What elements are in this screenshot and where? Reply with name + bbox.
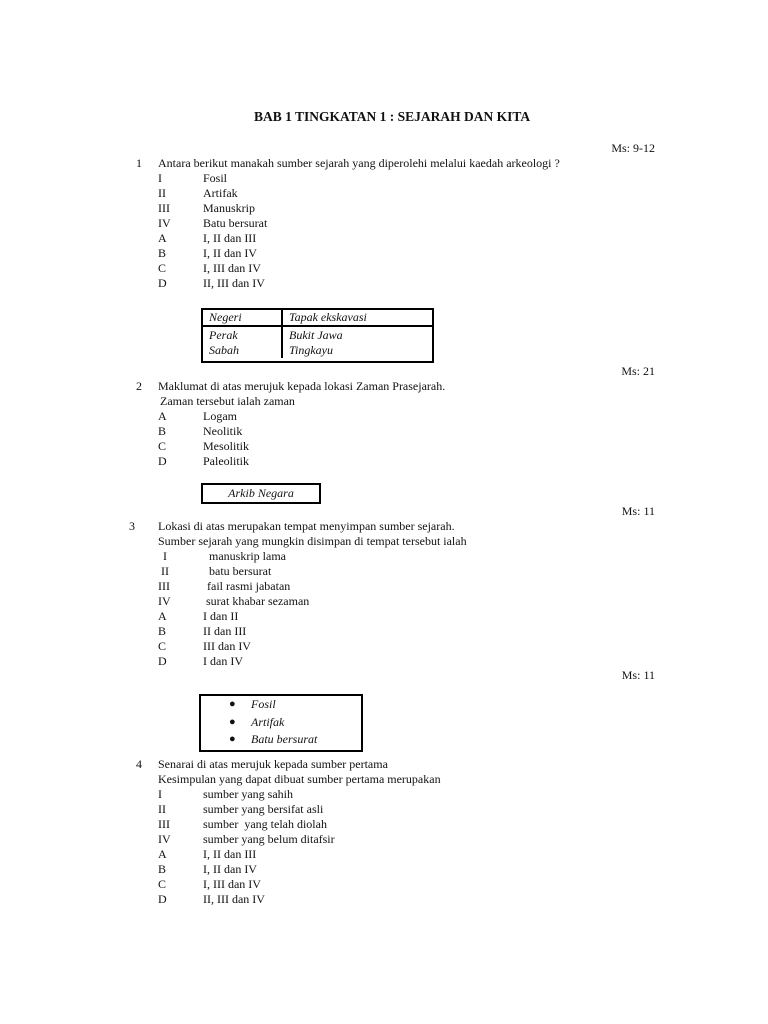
location-box: Arkib Negara (201, 483, 321, 504)
list-item-text: Artifak (251, 714, 285, 729)
option-text: I dan II (203, 609, 239, 623)
option-text: III dan IV (203, 639, 251, 653)
option-label: C (158, 877, 167, 891)
option-text: manuskrip lama (209, 549, 286, 563)
page-reference: Ms: 9-12 (611, 141, 655, 155)
question-number: 2 (136, 379, 142, 393)
option-text: surat khabar sezaman (206, 594, 310, 608)
option-text: I, II dan III (203, 231, 257, 245)
bullet-icon: ● (229, 733, 236, 745)
option-label: I (158, 787, 162, 801)
option-text: Batu bersurat (203, 216, 268, 230)
option-label: II (161, 564, 169, 578)
page-reference: Ms: 21 (621, 364, 655, 378)
option-label: A (158, 609, 167, 623)
option-text: Mesolitik (203, 439, 250, 453)
option-text: Neolitik (203, 424, 243, 438)
option-label: C (158, 261, 167, 275)
question-number: 1 (136, 156, 142, 170)
question-stem-line-2: Sumber sejarah yang mungkin disimpan di tempat tersebut ialah (158, 534, 467, 548)
option-label: D (158, 454, 167, 468)
excavation-site-table (201, 308, 434, 363)
option-text: sumber yang telah diolah (203, 817, 327, 831)
table-cell-site: Tingkayu (289, 343, 333, 357)
option-text: I, II dan IV (203, 862, 257, 876)
option-label: B (158, 246, 167, 260)
option-text: I dan IV (203, 654, 243, 668)
question-stem-line-2: Kesimpulan yang dapat dibuat sumber pertama merupakan (158, 772, 441, 786)
list-item-text: Fosil (251, 697, 276, 711)
table-cell (203, 326, 282, 358)
option-label: IV (158, 594, 171, 608)
table-cell-state: Perak (209, 328, 238, 342)
option-label: IV (158, 216, 171, 230)
table-header-cell: Tapak ekskavasi (282, 310, 432, 326)
option-label: A (158, 409, 167, 423)
option-label: B (158, 862, 167, 876)
option-text: Logam (203, 409, 237, 423)
table-cell (282, 326, 432, 358)
list-item (201, 696, 361, 714)
option-text: Fosil (203, 171, 228, 185)
option-text: sumber yang sahih (203, 787, 293, 801)
option-text: II, III dan IV (203, 892, 265, 906)
option-label: II (158, 802, 166, 816)
option-label: II (158, 186, 166, 200)
option-label: C (158, 439, 167, 453)
option-label: C (158, 639, 167, 653)
option-label: D (158, 892, 167, 906)
option-text: fail rasmi jabatan (207, 579, 291, 593)
page-reference: Ms: 11 (621, 504, 655, 518)
option-text: Manuskrip (203, 201, 255, 215)
option-label: A (158, 847, 167, 861)
question-stem: Maklumat di atas merujuk kepada lokasi Zaman Prasejarah. (158, 379, 446, 393)
option-text: I, II dan IV (203, 246, 257, 260)
question-number: 4 (136, 757, 142, 771)
list-item-text: Batu bersurat (251, 732, 318, 746)
table-cell-site: Bukit Jawa (289, 328, 343, 342)
list-item (201, 714, 361, 732)
option-label: D (158, 654, 167, 668)
option-label: I (163, 549, 167, 563)
option-text: Artifak (203, 186, 238, 200)
option-label: IV (158, 832, 171, 846)
option-label: B (158, 424, 167, 438)
bullet-icon: ● (229, 715, 236, 728)
option-label: III (158, 817, 170, 831)
option-text: Paleolitik (203, 454, 249, 468)
option-label: I (158, 171, 162, 185)
option-label: A (158, 231, 167, 245)
bullet-icon: ● (229, 698, 236, 710)
page-reference: Ms: 11 (621, 668, 655, 682)
question-number: 3 (129, 519, 135, 533)
option-label: III (158, 579, 170, 593)
option-text: II dan III (203, 624, 247, 638)
question-stem-line-2: Zaman tersebut ialah zaman (160, 394, 295, 408)
option-text: I, III dan IV (203, 877, 261, 891)
option-text: I, II dan III (203, 847, 257, 861)
table-cell-state: Sabah (209, 343, 239, 357)
option-text: II, III dan IV (203, 276, 265, 290)
option-text: sumber yang bersifat asli (203, 802, 324, 816)
option-text: sumber yang belum ditafsir (203, 832, 335, 846)
question-stem: Senarai di atas merujuk kepada sumber pertama (158, 757, 388, 771)
primary-source-list-box (199, 694, 363, 752)
option-text: batu bersurat (209, 564, 272, 578)
question-stem: Antara berikut manakah sumber sejarah yang diperolehi melalui kaedah arkeologi ? (158, 156, 560, 170)
list-item (201, 731, 361, 749)
table-header-cell: Negeri (203, 310, 282, 326)
page-title: BAB 1 TINGKATAN 1 : SEJARAH DAN KITA (254, 109, 531, 124)
option-label: D (158, 276, 167, 290)
option-label: B (158, 624, 167, 638)
question-stem: Lokasi di atas merupakan tempat menyimpan sumber sejarah. (158, 519, 455, 533)
option-text: I, III dan IV (203, 261, 261, 275)
option-label: III (158, 201, 170, 215)
